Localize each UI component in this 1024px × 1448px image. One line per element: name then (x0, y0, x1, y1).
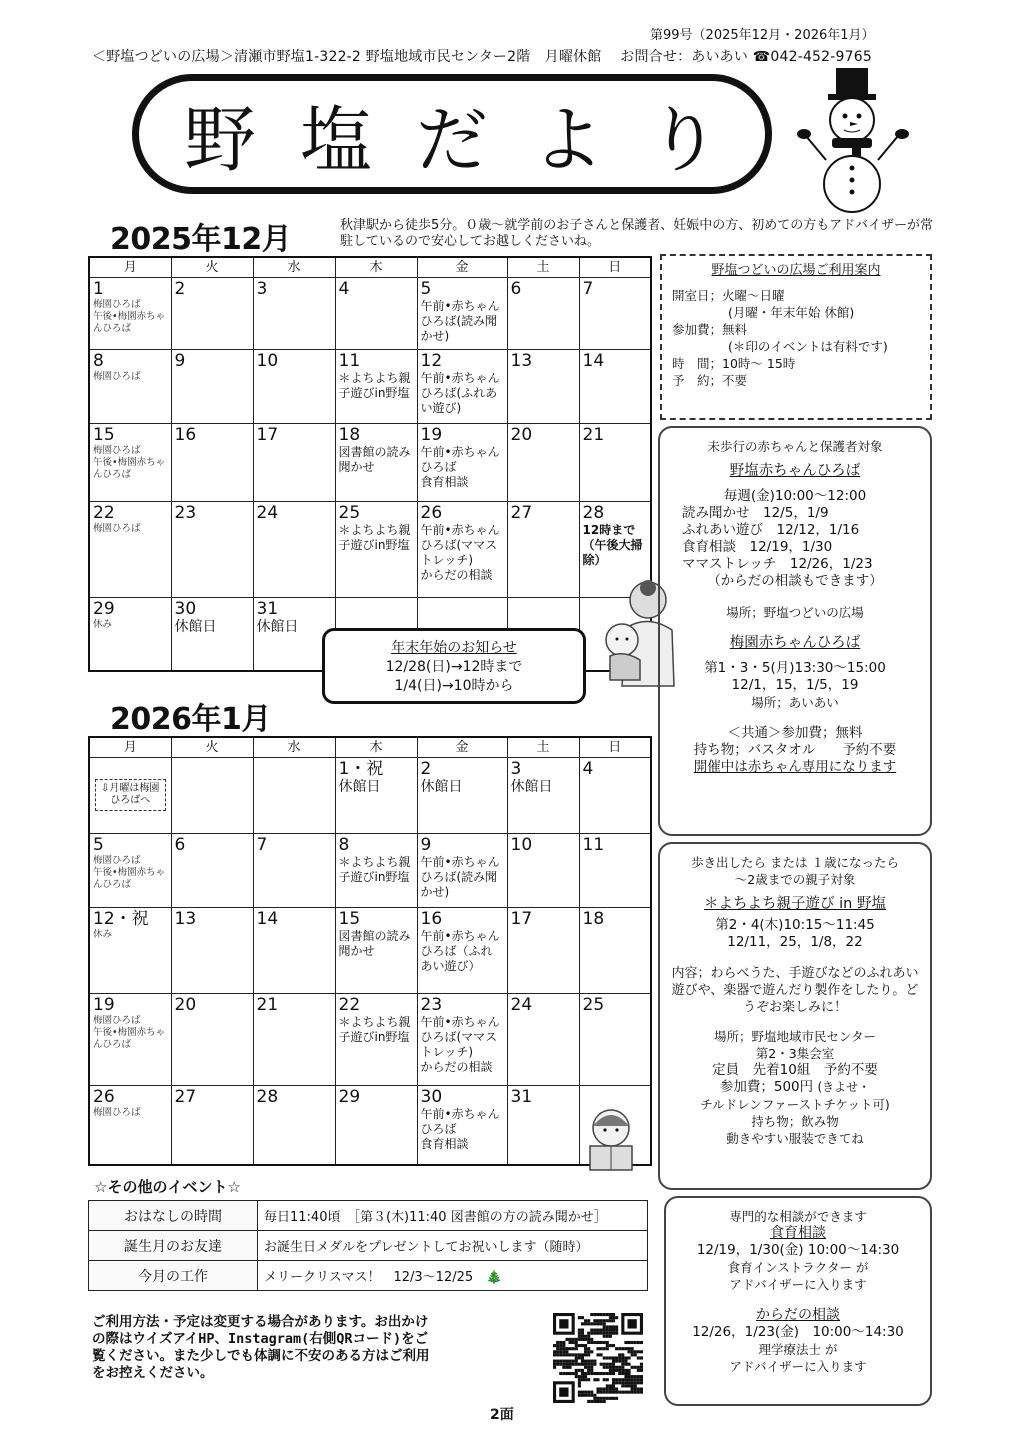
baby-dates-2: 12/1，15，1/5，19 (731, 677, 859, 693)
baby-title-1: 野塩赤ちゃんひろば (729, 463, 861, 479)
day-number: 14 (582, 350, 605, 371)
event-label: 図書館の読み聞かせ (338, 444, 411, 474)
day-number: 26 (420, 502, 443, 523)
weekday-label: 金 (417, 257, 507, 277)
intro-text: 秋津駅から徒歩5分。０歳～就学前のお子さんと保護者、妊娠中の方、初めての方もアドバイザーが常駐しているので安心してお越しくださいね。 (340, 218, 934, 249)
day-cell (579, 833, 651, 907)
day-cell (579, 349, 651, 423)
day-cell (335, 993, 417, 1085)
event-label: 午前•赤ちゃんひろば(ママストレッチ) (420, 1014, 500, 1059)
day-cell (335, 907, 417, 993)
event-label: 午後•梅園赤ちゃんひろば (93, 310, 166, 334)
week-row (89, 1085, 651, 1165)
event-desc: お誕生日メダルをプレゼントしてお祝いします（随時） (258, 1231, 648, 1261)
day-number: 25 (582, 994, 605, 1015)
day-cell (171, 277, 253, 349)
day-number: 5 (93, 834, 104, 855)
day-number: 14 (256, 908, 279, 929)
day-cell (579, 277, 651, 349)
day-cell (417, 423, 507, 501)
day-cell (335, 757, 417, 833)
day-cell (253, 757, 335, 833)
event-label: からだの相談 (420, 567, 493, 582)
baby-schedule-1: 毎週(金)10:00～12:00 (723, 488, 867, 504)
usage-guide-title: 野塩つどいの広場ご利用案内 (711, 263, 881, 278)
day-number: 27 (510, 502, 533, 523)
weekday-label: 日 (579, 257, 651, 277)
day-number: 1・祝 (338, 758, 384, 779)
day-number: 17 (256, 424, 279, 445)
day-cell (89, 501, 171, 597)
closed-days: (月曜・年末年始 休館) (728, 305, 855, 320)
day-cell (417, 1085, 507, 1165)
event-label: 午前•赤ちゃんひろば(読み聞かせ) (420, 298, 500, 343)
day-cell (507, 349, 579, 423)
day-number: 11 (338, 350, 361, 371)
day-cell (171, 597, 253, 671)
day-cell (335, 349, 417, 423)
notice-title: 年末年始のお知らせ (391, 640, 517, 656)
day-cell (507, 907, 579, 993)
body-consult-staff-2: アドバイザーに入ります (729, 1359, 867, 1374)
event-label: 午後•梅園赤ちゃんひろば (93, 866, 166, 890)
event-label: ＊よちよち親子遊びin野塩 (338, 854, 411, 884)
day-cell (579, 757, 651, 833)
day-cell (253, 1085, 335, 1165)
day-cell (253, 501, 335, 597)
weekday-header (89, 737, 651, 757)
day-cell (89, 423, 171, 501)
yochi-capacity: 定員 先着10組 予約不要 (712, 1062, 878, 1078)
event-row (89, 1201, 648, 1231)
yochi-items: 持ち物；飲み物 (751, 1114, 839, 1129)
december-heading: 2025年12月 (110, 222, 292, 257)
day-number: 16 (174, 424, 197, 445)
day-number: 3 (256, 278, 268, 299)
event-label: 午前•赤ちゃんひろば (420, 1106, 500, 1136)
day-cell (417, 757, 507, 833)
day-cell (253, 423, 335, 501)
closed-label: 休館日 (510, 778, 553, 795)
event-label: 梅園ひろば (93, 298, 141, 310)
yochi-clothes: 動きやすい服装できてね (726, 1131, 864, 1146)
day-cell (417, 833, 507, 907)
issue-number: 第99号（2025年12月・2026年1月） (650, 28, 875, 43)
baby-line-1: 読み聞かせ 12/5，1/9 (682, 505, 829, 521)
baby-common: ＜共通＞参加費；無料 (727, 725, 863, 741)
consult-intro: 専門的な相談ができます (729, 1209, 867, 1224)
weekday-label: 月 (89, 737, 171, 757)
yochi-place-2: 第2・3集会室 (755, 1046, 835, 1061)
day-number: 6 (510, 278, 522, 299)
reservation: 予 約；不要 (672, 373, 748, 388)
event-label: 食育相談 (420, 1136, 469, 1151)
day-number: 4 (338, 278, 350, 299)
day-cell (89, 1085, 171, 1165)
event-desc: メリークリスマス！ 12/3～12/25 🎄 (258, 1261, 648, 1291)
day-number: 9 (420, 834, 432, 855)
weekday-header (89, 257, 651, 277)
day-number: 6 (174, 834, 186, 855)
week-row (89, 423, 651, 501)
weekday-label: 土 (507, 257, 579, 277)
december-calendar (88, 256, 652, 672)
day-cell (89, 907, 171, 993)
day-number: 19 (420, 424, 443, 445)
day-cell (335, 277, 417, 349)
body-consult-dates: 12/26，1/23(金) 10:00～14:30 (692, 1324, 904, 1340)
closed-label: 休館日 (174, 618, 217, 635)
day-number: 13 (510, 350, 533, 371)
day-number: 10 (256, 350, 279, 371)
day-cell (335, 1085, 417, 1165)
yochi-place-1: 場所；野塩地域市民センター (713, 1029, 876, 1044)
january-calendar (88, 736, 652, 1166)
weekday-label: 月 (89, 257, 171, 277)
consult-box (664, 1196, 932, 1406)
day-cell (253, 907, 335, 993)
event-label: 梅園ひろば (93, 1014, 141, 1026)
day-number: 8 (93, 350, 104, 371)
day-number: 31 (510, 1086, 533, 1107)
weekday-label: 水 (253, 737, 335, 757)
event-label: ＊よちよち親子遊びin野塩 (338, 370, 411, 400)
baby-line-5: （からだの相談もできます） (707, 573, 883, 589)
event-label: 12時まで（午後大掃除） (582, 522, 643, 567)
day-cell (507, 277, 579, 349)
week-row (89, 907, 651, 993)
event-row (89, 1261, 648, 1291)
day-cell (253, 833, 335, 907)
event-label: 梅園ひろば (93, 1106, 141, 1118)
day-number: 22 (338, 994, 361, 1015)
day-number: 18 (338, 424, 361, 445)
day-number: 10 (510, 834, 533, 855)
day-number: 29 (93, 598, 115, 619)
day-number: 1 (93, 278, 104, 299)
events-table (88, 1200, 648, 1291)
day-number: 7 (256, 834, 268, 855)
day-cell (417, 349, 507, 423)
day-number: 2 (174, 278, 186, 299)
day-number: 30 (420, 1086, 443, 1107)
event-label: ＊よちよち親子遊びin野塩 (338, 1014, 411, 1044)
day-number: 13 (174, 908, 197, 929)
yochi-fee-note-1: (きよせ・ (817, 1080, 871, 1094)
fee: 参加費；無料 (672, 322, 748, 337)
day-number: 28 (582, 502, 605, 523)
event-label: 午前•赤ちゃんひろば(ふれあい遊び) (420, 370, 500, 415)
baby-items: 持ち物；バスタオル 予約不要 (693, 742, 897, 758)
week-row (89, 349, 651, 423)
day-number: 15 (93, 424, 115, 445)
day-number: 22 (93, 502, 115, 523)
baby-schedule-2: 第1・3・5(月)13:30～15:00 (704, 660, 886, 676)
day-number: 12・祝 (93, 908, 149, 929)
event-label: 梅園ひろば (93, 522, 141, 534)
day-number: 24 (256, 502, 279, 523)
day-cell (507, 833, 579, 907)
day-cell (507, 757, 579, 833)
yochi-target-1: 歩き出したら または １歳になったら (691, 855, 899, 870)
qr-code-icon[interactable] (553, 1313, 643, 1403)
day-number: 25 (338, 502, 361, 523)
day-cell (89, 597, 171, 671)
yochi-title: ＊よちよち親子遊び in 野塩 (704, 896, 886, 912)
day-cell (335, 423, 417, 501)
day-cell (335, 833, 417, 907)
day-number: 3 (510, 758, 522, 779)
day-number: 31 (256, 598, 279, 619)
weekday-label: 火 (171, 257, 253, 277)
week-row (89, 993, 651, 1085)
day-cell (507, 423, 579, 501)
day-number: 12 (420, 350, 443, 371)
page-number: 2面 (490, 1407, 514, 1423)
day-cell (507, 1085, 579, 1165)
day-number: 2 (420, 758, 432, 779)
day-cell (171, 757, 253, 833)
day-cell (253, 349, 335, 423)
weekday-label: 土 (507, 737, 579, 757)
snowman-icon (796, 64, 912, 214)
day-number: 8 (338, 834, 350, 855)
day-number: 23 (174, 502, 197, 523)
hours: 時 間；10時～ 15時 (672, 356, 796, 371)
day-number: 16 (420, 908, 443, 929)
baby-target: 未歩行の赤ちゃんと保護者対象 (707, 439, 883, 454)
event-label: 休み (93, 928, 113, 940)
day-cell (89, 277, 171, 349)
day-number: 11 (582, 834, 605, 855)
notice-line-2: 1/4(日)→10時から (394, 678, 514, 694)
open-days: 開室日；火曜～日曜 (672, 288, 785, 303)
body-consult-staff-1: 理学療法士 が (758, 1342, 838, 1357)
day-cell (417, 501, 507, 597)
event-row (89, 1231, 648, 1261)
baby-hiroba-box (658, 426, 932, 836)
day-cell (335, 501, 417, 597)
yochi-schedule: 第2・4(木)10:15～11:45 (715, 917, 875, 933)
weekday-label: 木 (335, 257, 417, 277)
day-cell (507, 993, 579, 1085)
day-cell (171, 993, 253, 1085)
day-cell (579, 423, 651, 501)
day-number: 5 (420, 278, 432, 299)
baby-line-2: ふれあい遊び 12/12，1/16 (682, 522, 860, 538)
event-label: からだの相談 (420, 1059, 493, 1074)
day-cell (171, 423, 253, 501)
day-number: 30 (174, 598, 197, 619)
january-heading: 2026年1月 (110, 702, 271, 737)
baby-line-3: 食育相談 12/19，1/30 (682, 539, 833, 555)
yochiyochi-box (658, 842, 932, 1190)
event-label: 梅園ひろば (93, 444, 141, 456)
day-cell (417, 907, 507, 993)
food-consult-dates: 12/19，1/30(金) 10:00～14:30 (696, 1242, 900, 1258)
day-cell (89, 833, 171, 907)
weekday-label: 木 (335, 737, 417, 757)
weekday-label: 水 (253, 257, 335, 277)
yochi-target-2: ～2歳までの親子対象 (734, 872, 856, 887)
day-number: 28 (256, 1086, 279, 1107)
baby-place-1: 場所；野塩つどいの広場 (726, 605, 864, 620)
event-label: 休み (93, 618, 113, 630)
day-cell (579, 993, 651, 1085)
weekday-label: 火 (171, 737, 253, 757)
events-heading: ☆その他のイベント☆ (94, 1178, 241, 1196)
day-number: 15 (338, 908, 361, 929)
yochi-content: 内容；わらべうた、手遊びなどのふれあい遊びや、楽器で遊んだり製作をしたり。どうぞお楽しみに！ (671, 966, 919, 1015)
day-cell (417, 993, 507, 1085)
day-cell (171, 833, 253, 907)
fee-note: (＊印のイベントは有料です) (728, 339, 888, 354)
baby-line-4: ママストレッチ 12/26，1/23 (682, 556, 873, 572)
week-row (89, 757, 651, 833)
event-label: 午前•赤ちゃんひろば(ママストレッチ) (420, 522, 500, 567)
day-cell (89, 993, 171, 1085)
weekday-label: 金 (417, 737, 507, 757)
closed-label: 休館日 (256, 618, 299, 635)
day-number: 18 (582, 908, 605, 929)
week-row (89, 833, 651, 907)
day-cell (171, 349, 253, 423)
event-label: 図書館の読み聞かせ (338, 928, 411, 958)
day-number: 19 (93, 994, 115, 1015)
event-label: 午前•赤ちゃんひろば(読み聞かせ) (420, 854, 500, 899)
event-label: 午前•赤ちゃんひろば (420, 444, 500, 474)
event-name: 誕生月のお友達 (89, 1231, 258, 1261)
day-number: 17 (510, 908, 533, 929)
day-cell (253, 993, 335, 1085)
monday-note: ⇩月曜は梅園ひろばへ (95, 779, 166, 811)
day-number: 9 (174, 350, 186, 371)
reading-child-icon (580, 1104, 642, 1174)
food-consult-staff-2: アドバイザーに入ります (729, 1277, 867, 1292)
notice-line-1: 12/28(日)→12時まで (385, 659, 523, 675)
food-consult-title: 食育相談 (770, 1225, 826, 1241)
day-cell (89, 757, 171, 833)
usage-guide (660, 254, 932, 420)
day-number: 24 (510, 994, 533, 1015)
day-cell (253, 277, 335, 349)
day-number: 20 (174, 994, 197, 1015)
day-cell (417, 277, 507, 349)
day-cell (171, 501, 253, 597)
day-number: 26 (93, 1086, 115, 1107)
baby-only-note: 開催中は赤ちゃん専用になります (693, 759, 897, 775)
event-label: 午後•梅園赤ちゃんひろば (93, 456, 166, 480)
baby-place-2: 場所；あいあい (751, 695, 839, 710)
day-cell (507, 501, 579, 597)
baby-title-2: 梅園赤ちゃんひろば (729, 635, 861, 651)
day-cell (171, 907, 253, 993)
food-consult-staff-1: 食育インストラクター が (727, 1260, 869, 1275)
week-row (89, 277, 651, 349)
day-cell (579, 907, 651, 993)
yochi-fee-note-2: チルドレンファーストチケット可) (700, 1097, 890, 1112)
day-cell (89, 349, 171, 423)
week-row (89, 501, 651, 597)
day-number: 29 (338, 1086, 361, 1107)
footnote: ご利用方法・予定は変更する場合があります。お出かけの際はウイズアイHP、Instagram(右側QRコード)をご覧ください。また少しでも体調に不安のある方はご利用をお控えください。 (92, 1314, 430, 1381)
day-number: 23 (420, 994, 443, 1015)
event-label: 梅園ひろば (93, 854, 141, 866)
day-number: 4 (582, 758, 594, 779)
event-label: 午前•赤ちゃんひろば（ふれあい遊び） (420, 928, 500, 973)
day-number: 21 (256, 994, 279, 1015)
closed-label: 休館日 (338, 778, 381, 795)
page-title: 野塩だより (183, 98, 764, 182)
event-name: 今月の工作 (89, 1261, 258, 1291)
body-consult-title: からだの相談 (756, 1307, 840, 1323)
event-desc: 毎日11:40頃 ［第３(木)11:40 図書館の方の読み聞かせ］ (258, 1201, 648, 1231)
day-number: 7 (582, 278, 594, 299)
event-label: 食育相談 (420, 474, 469, 489)
day-number: 21 (582, 424, 605, 445)
yochi-fee: 参加費；500円 (719, 1079, 814, 1095)
day-number: 20 (510, 424, 533, 445)
day-cell (171, 1085, 253, 1165)
closed-label: 休館日 (420, 778, 463, 795)
address-line: ＜野塩つどいの広場＞清瀬市野塩1-322-2 野塩地域市民センター2階 月曜休館 お問合せ：あいあい ☎042-452-9765 (92, 49, 872, 65)
event-label: 梅園ひろば (93, 370, 141, 382)
yochi-dates: 12/11，25，1/8，22 (727, 934, 863, 950)
event-name: おはなしの時間 (89, 1201, 258, 1231)
weekday-label: 日 (579, 737, 651, 757)
new-year-notice (322, 628, 586, 704)
event-label: ＊よちよち親子遊びin野塩 (338, 522, 411, 552)
event-label: 午後•梅園赤ちゃんひろば (93, 1026, 166, 1050)
day-number: 27 (174, 1086, 197, 1107)
